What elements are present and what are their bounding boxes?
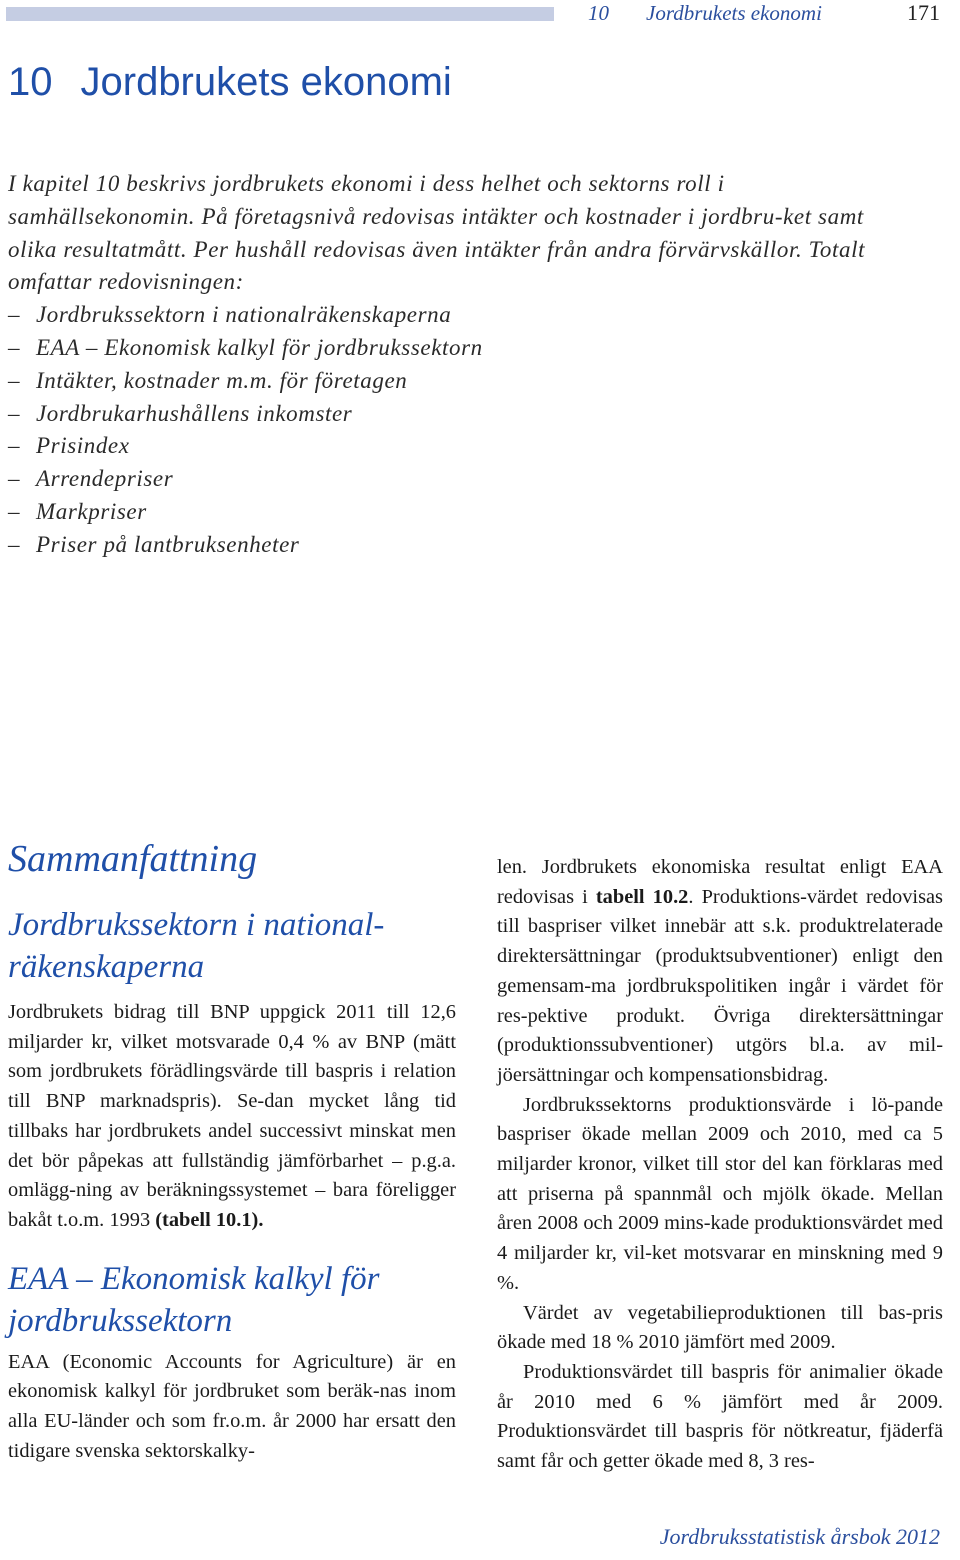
footer-publication-title: Jordbruksstatistisk årsbok 2012 bbox=[659, 1524, 940, 1549]
page-number: 171 bbox=[907, 0, 940, 25]
list-item: – Intäkter, kostnader m.m. för företagen bbox=[8, 367, 408, 393]
intro-section bbox=[8, 168, 878, 562]
national-accounts-paragraph: Jordbrukets bidrag till BNP uppgick 2011 till 12,6 miljarder kr, vilket motsvarade 0,4 % av BNP (mätt som jordbrukets förädlingsvärde till baspris i relation till BNP marknadspris). Se-dan mycket lång tid tillbaks har jordbrukets andel successivt minskat men det bör påpekas att fullständig jämförbarhet – p.g.a. omlägg-ning av beräkningssystemet – bara föreligger bakåt t.o.m. 1993 (tabell 10.1). bbox=[8, 1001, 456, 1231]
subheading-national-accounts: Jordbrukssektorn i national-räkenskaperna bbox=[8, 907, 385, 985]
subheading-eaa: EAA – Ekonomisk kalkyl för jordbrukssektorn bbox=[8, 1260, 380, 1339]
running-head bbox=[588, 0, 938, 26]
intro-paragraph: I kapitel 10 beskrivs jordbrukets ekonomi i dess helhet och sektorns roll i samhällsekonomin. På företagsnivå redovisas intäkter och kostnader i jordbru-ket samt olika resultatmått. Per hushåll redovisas även intäkter från andra förvärvskällor. Totalt omfattar redovisningen: bbox=[8, 171, 866, 295]
chapter-number: 10 bbox=[8, 60, 53, 104]
list-item: – Arrendepriser bbox=[8, 466, 174, 492]
left-column bbox=[8, 836, 456, 1466]
summary-heading: Sammanfattning bbox=[8, 838, 258, 880]
list-item: – Jordbrukssektorn i nationalräkenskaperna bbox=[8, 302, 452, 328]
table-ref-10-1: (tabell 10.1). bbox=[155, 1208, 264, 1231]
animal-production-paragraph: Produktionsvärdet till baspris för animalier ökade år 2010 med 6 % jämfört med år 2009. Produktionsvärdet till baspris för nötkreatur, fjäderfä samt får och getter ökade med 8, 3 res- bbox=[497, 1360, 943, 1473]
list-item: – Priser på lantbruksenheter bbox=[8, 531, 300, 557]
chapter-title-text: Jordbrukets ekonomi bbox=[80, 60, 452, 104]
list-item: – Prisindex bbox=[8, 433, 130, 459]
eaa-paragraph: EAA (Economic Accounts for Agriculture) är en ekonomisk kalkyl för jordbruket som beräk-nas inom alla EU-länder och som fr.o.m. år 2000 har ersatt den tidigare svenska sektorskalky- bbox=[8, 1350, 456, 1462]
header-bar bbox=[6, 7, 554, 21]
running-head-title: Jordbrukets ekonomi bbox=[646, 1, 822, 25]
chapter-title bbox=[8, 58, 452, 106]
right-column bbox=[497, 853, 943, 1477]
production-value-paragraph: Jordbrukssektorns produktionsvärde i lö-pande baspriser ökade mellan 2009 och 2010, med ca 5 miljarder kronor, vilket till stor del kan förklaras med att priserna på spannmål och mjölk ökade. Mellan åren 2008 och 2009 mins-kade produktionsvärdet med 4 miljarder kr, vil-ket motsvarar en minskning med 9 %. bbox=[497, 1093, 943, 1294]
list-item: – EAA – Ekonomisk kalkyl för jordbrukssektorn bbox=[8, 334, 483, 360]
vegetable-production-paragraph: Värdet av vegetabilieproduktionen till bas-pris ökade med 18 % 2010 jämfört med 2009. bbox=[497, 1301, 943, 1354]
list-item: – Markpriser bbox=[8, 498, 147, 524]
eaa-results-paragraph: len. Jordbrukets ekonomiska resultat enligt EAA redovisas i tabell 10.2. Produktions-värdet redovisas till baspriser vilket innebär att s.k. produktrelaterade direktersättningar (produktsubventioner) enligt den gemensam-ma jordbrukspolitiken ingår i värdet för res-pektive produkt. Övriga direktersättningar (produktionssubventioner) utgörs bl.a. av mil-jöersättningar och kompensationsbidrag. bbox=[497, 856, 943, 1086]
intro-list bbox=[8, 299, 878, 561]
table-ref-10-2: tabell 10.2 bbox=[595, 885, 689, 908]
running-head-chapter-number: 10 bbox=[588, 1, 609, 25]
list-item: – Jordbrukarhushållens inkomster bbox=[8, 400, 353, 426]
